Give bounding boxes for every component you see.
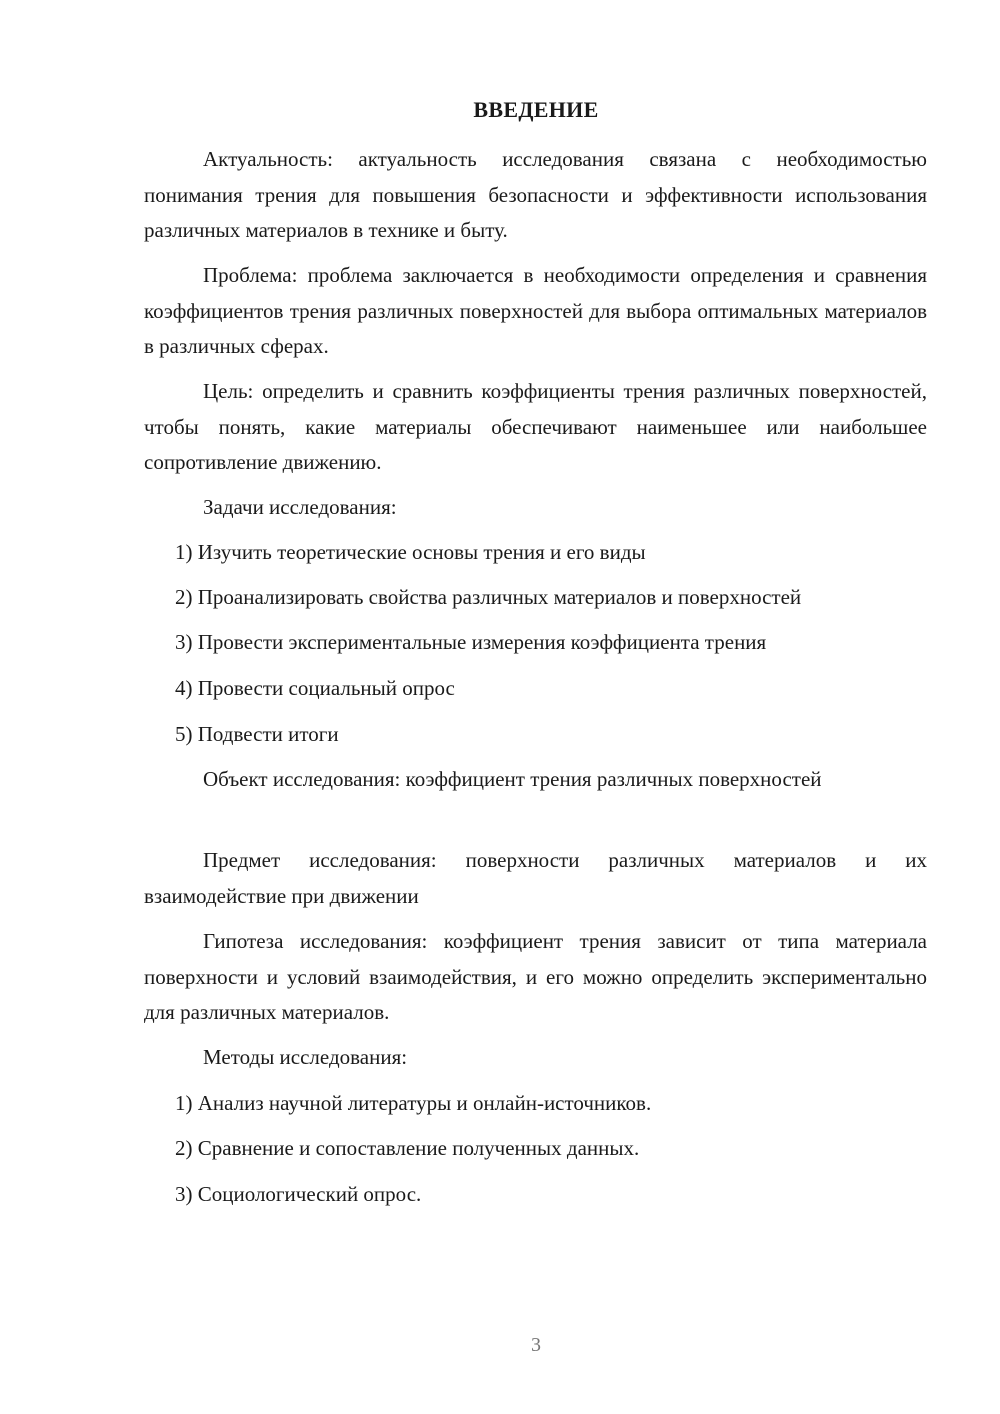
goal-paragraph: Цель: определить и сравнить коэффициенты трения различных поверхностей, чтобы понять, какие материалы обеспечивают наименьшее или наибольшее сопротивление движению. <box>144 379 927 474</box>
section-title: ВВЕДЕНИЕ <box>473 97 599 122</box>
task-item: 4) Провести социальный опрос <box>175 676 455 700</box>
task-item: 1) Изучить теоретические основы трения и его виды <box>175 540 646 564</box>
method-item: 1) Анализ научной литературы и онлайн-источников. <box>175 1091 652 1115</box>
problem-paragraph: Проблема: проблема заключается в необходимости определения и сравнения коэффициентов трения различных поверхностей для выбора оптимальных материалов в различных сферах. <box>144 263 927 358</box>
method-item: 2) Сравнение и сопоставление полученных данных. <box>175 1136 640 1160</box>
relevance-paragraph: Актуальность: актуальность исследования связана с необходимостью понимания трения для повышения безопасности и эффективности использования различных материалов в технике и быту. <box>144 147 927 242</box>
subject-paragraph: Предмет исследования: поверхности различных материалов и их взаимодействие при движении <box>144 848 927 908</box>
object-paragraph: Объект исследования: коэффициент трения различных поверхностей <box>203 767 822 791</box>
task-item: 3) Провести экспериментальные измерения коэффициента трения <box>175 630 767 654</box>
task-item: 2) Проанализировать свойства различных материалов и поверхностей <box>175 585 802 609</box>
method-item: 3) Социологический опрос. <box>175 1182 422 1206</box>
page-number: 3 <box>531 1334 541 1356</box>
tasks-heading: Задачи исследования: <box>203 495 397 519</box>
hypothesis-paragraph: Гипотеза исследования: коэффициент трения зависит от типа материала поверхности и условий взаимодействия, и его можно определить экспериментально для различных материалов. <box>144 929 927 1024</box>
methods-heading: Методы исследования: <box>203 1045 408 1069</box>
task-item: 5) Подвести итоги <box>175 722 339 746</box>
